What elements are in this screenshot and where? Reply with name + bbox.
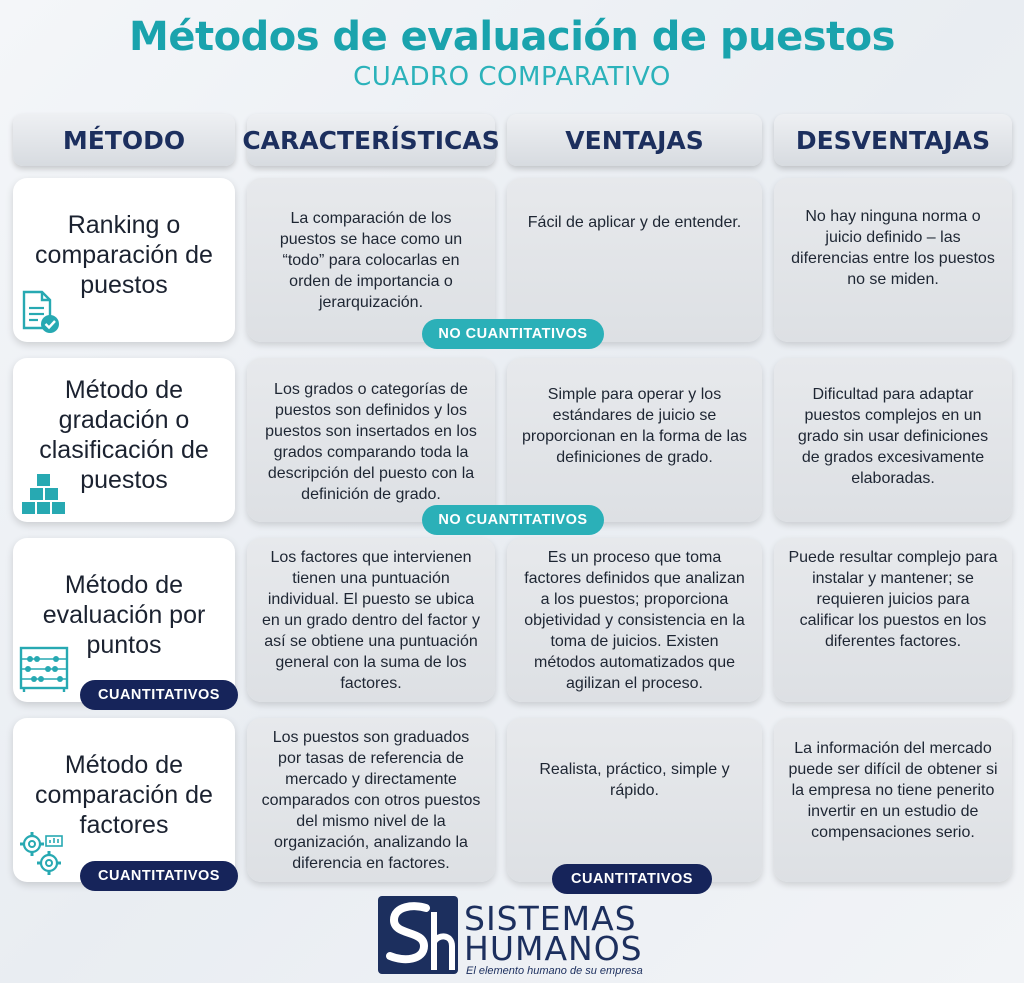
badge-cuantitativos-secondary: CUANTITATIVOS [552,864,712,894]
gears-icon [18,830,64,876]
advantages-text: Simple para operar y los estándares de juicio se proporcionan en la forma de las definiciones de grado. [521,386,748,466]
features-cell-row2 [247,358,495,522]
features-cell-row4 [247,718,495,882]
header-method: MÉTODO [13,114,235,166]
method-label: Método de gradación o clasificación de puestos [39,376,209,494]
disadvantages-cell-row1 [774,178,1012,342]
company-logo [378,892,648,976]
header-advantages: VENTAJAS [507,114,762,166]
stacked-blocks-icon [20,472,68,516]
disadvantages-cell-row3 [774,538,1012,702]
advantages-cell-row2 [507,358,762,522]
page-subtitle: CUADRO COMPARATIVO [353,62,671,92]
advantages-text: Fácil de aplicar y de entender. [527,214,742,231]
advantages-cell-row4 [507,718,762,882]
advantages-text: Es un proceso que toma factores definidos que analizan a los puestos; proporciona objetividad y consistencia en la toma de juicios. Existen métodos automatizados que agilizan el proceso. [524,549,745,692]
header-features: CARACTERÍSTICAS [247,114,495,166]
disadvantages-cell-row4 [774,718,1012,882]
method-label: Método de evaluación por puntos [42,571,206,659]
features-text: Los puestos son graduados por tasas de referencia de mercado y directamente comparados con otros puestos del mismo nivel de la organización, analizando la diferencia en factores. [261,729,481,872]
method-label: Método de comparación de factores [35,751,213,839]
logo-line2: HUMANOS [464,929,643,968]
advantages-cell-row3 [507,538,762,702]
disadvantages-cell-row2 [774,358,1012,522]
disadvantages-text: Dificultad para adaptar puestos complejos en un grado sin usar definiciones de grados excesivamente elaboradas. [797,386,989,487]
header-disadvantages: DESVENTAJAS [774,114,1012,166]
abacus-icon [18,645,70,693]
advantages-cell-row1 [507,178,762,342]
features-cell-row1 [247,178,495,342]
logo-mark-icon [378,892,462,976]
disadvantages-text: La información del mercado puede ser difícil de obtener si la empresa no tiene penerito invertir en un estudio de compensaciones serio. [788,740,998,841]
disadvantages-text: No hay ninguna norma o juicio definido – las diferencias entre los puestos no se miden. [791,208,995,288]
features-text: Los grados o categorías de puestos son definidos y los puestos son insertados en los grados comparando toda la descripción del puesto con la definición de grado. [265,381,477,503]
badge-no-cuantitativos: NO CUANTITATIVOS [422,505,604,535]
features-text: Los factores que intervienen tienen una puntuación individual. El puesto se ubica en un grado dentro del factor y así se obtiene una puntuación general con la suma de los factores. [262,549,480,692]
logo-tagline: El elemento humano de su empresa [466,965,643,977]
features-text: La comparación de los puestos se hace como un “todo” para colocarlas en orden de importancia o jerarquización. [279,210,463,311]
document-check-icon [20,290,62,334]
badge-no-cuantitativos: NO CUANTITATIVOS [422,319,604,349]
page-title: Métodos de evaluación de puestos [129,14,895,60]
logo-line1: SISTEMAS [464,899,637,938]
disadvantages-text: Puede resultar complejo para instalar y mantener; se requieren juicios para calificar los puestos en los diferentes factores. [788,549,998,650]
badge-cuantitativos: CUANTITATIVOS [80,861,238,891]
advantages-text: Realista, práctico, simple y rápido. [539,761,730,799]
features-cell-row3 [247,538,495,702]
method-label: Ranking o comparación de puestos [35,211,213,299]
badge-cuantitativos: CUANTITATIVOS [80,680,238,710]
